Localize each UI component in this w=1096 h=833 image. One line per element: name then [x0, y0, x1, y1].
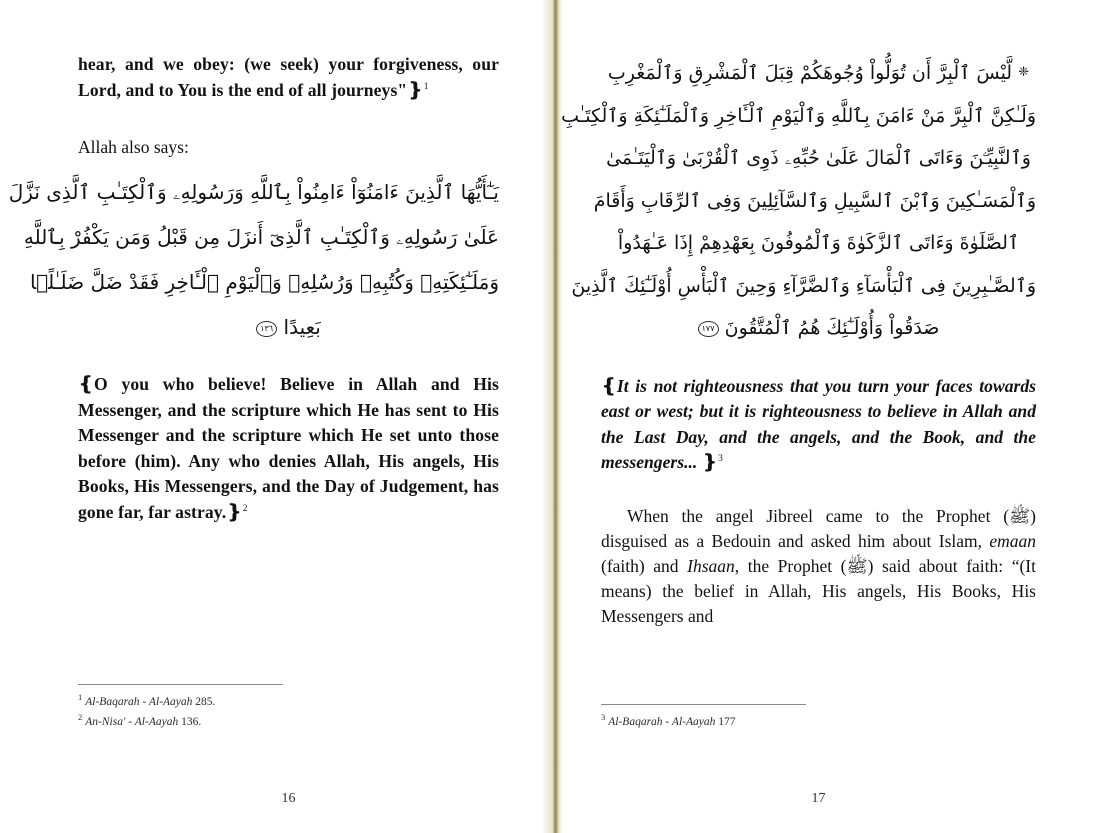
translation-block-an-nisa — [78, 372, 499, 525]
salla-glyph: ﷺ — [1009, 505, 1031, 526]
intro-line: Allah also says: — [78, 137, 189, 157]
book-gutter — [541, 0, 563, 833]
page-number-left: 16 — [281, 791, 296, 806]
prose-part-5: ) said about faith: “(It means) the belief in Allah, His angels, His Books, His Messengers and — [601, 555, 1036, 626]
rosette-icon: ❈ — [1018, 65, 1030, 80]
footnote-source: Al-Baqarah - Al-Aayah — [85, 695, 193, 708]
arabic-line-text: صَدَقُواْ وَأُوْلَـٰٓئِكَ هُمُ ٱلْمُتَّقُونَ — [724, 317, 940, 339]
footnote-locator: 136. — [181, 716, 202, 729]
right-page — [563, 0, 1096, 833]
quote-open-bracket: ❴ — [78, 374, 95, 395]
quote-close-bracket: ❵ — [701, 452, 718, 473]
arabic-line: يَـٰٓأَيُّهَا ٱلَّذِينَ ءَامَنُوٓاْ ءَامِنُواْ بِٱللَّهِ وَرَسُولِهِۦ وَٱلْكِتَـٰبِ ٱلَّذِى نَزَّلَ — [8, 180, 499, 204]
term-ihsaan: Ihsaan — [687, 555, 735, 576]
footnote-ref-3: 3 — [718, 454, 723, 465]
prose-part-1: When the angel Jibreel came to the Prophet ( — [627, 505, 1010, 526]
quote-open-bracket: ❴ — [601, 375, 617, 397]
arabic-line-first — [601, 52, 1036, 95]
page-number-right: 17 — [811, 791, 826, 806]
continued-quote-block — [78, 52, 499, 103]
arabic-line-text: لَّيْسَ ٱلْبِرَّ أَن تُوَلُّواْ وُجُوهَكُمْ قِبَلَ ٱلْمَشْرِقِ وَٱلْمَغْرِبِ — [607, 62, 1013, 84]
footnote-number: 3 — [601, 712, 606, 722]
footnote-item — [601, 710, 806, 730]
footnote-locator: 285. — [195, 695, 216, 708]
footnote-source: An-Nisa' - Al-Aayah — [85, 716, 179, 729]
arabic-line: وَٱلنَّبِيِّـۧنَ وَءَاتَى ٱلْمَالَ عَلَىٰ حُبِّهِۦ ذَوِى ٱلْقُرْبَىٰ وَٱلْيَتَـٰمَىٰ — [606, 147, 1031, 169]
quote-close-bracket: ❵ — [407, 79, 424, 101]
footnote-item — [78, 690, 283, 710]
footnote-ref-1: 1 — [423, 81, 429, 92]
arabic-line-final — [601, 307, 1036, 350]
left-footnotes — [78, 684, 283, 731]
right-footnotes — [601, 704, 806, 730]
footnote-item — [78, 710, 283, 730]
translation-text: It is not righteousness that you turn your faces towards east or west; but it is righteousness to believe in Allah and the Last Day, and the angels, and the Book, and the messengers... — [601, 375, 1036, 472]
quote-close-bracket: ❵ — [226, 501, 243, 523]
footnote-rule — [78, 684, 283, 685]
arabic-line: ٱلصَّلَوٰةَ وَءَاتَى ٱلزَّكَوٰةَ وَٱلْمُوفُونَ بِعَهْدِهِمْ إِذَا عَـٰهَدُواْ — [617, 232, 1020, 254]
footnote-source: Al-Baqarah - Al-Aayah — [608, 715, 716, 728]
footnote-rule — [601, 704, 806, 705]
arabic-verse-an-nisa — [8, 170, 499, 350]
footnote-number: 1 — [78, 692, 83, 702]
footnote-locator: 177 — [718, 715, 736, 728]
prose-part-4: , the Prophet ( — [734, 555, 847, 576]
arabic-verse-al-baqarah — [561, 52, 1036, 350]
arabic-line: وَٱلْمَسَـٰكِينَ وَٱبْنَ ٱلسَّبِيلِ وَٱلسَّآئِلِينَ وَفِى ٱلرِّقَابِ وَأَقَامَ — [593, 189, 1036, 212]
arabic-line: وَٱلصَّـٰبِرِينَ فِى ٱلْبَأْسَآءِ وَٱلضَّرَّآءِ وَحِينَ ٱلْبَأْسِ أُوْلَـٰٓئِكَ ٱلَّذِينَ — [571, 274, 1036, 297]
ayah-marker: ١٧٧ — [698, 321, 719, 337]
prose-paragraph — [601, 504, 1036, 629]
arabic-line-text: بَعِيدًا — [283, 315, 321, 339]
arabic-line: وَمَلَـٰٓئِكَتِهِۦ وَكُتُبِهِۦ وَرُسُلِهِۦ وَٱلْيَوْمِ ٱلْـَٔاخِرِ فَقَدْ ضَلَّ ضَلَـٰلًۢا — [29, 270, 499, 294]
ayah-marker: ١٣٦ — [256, 321, 277, 337]
arabic-line: وَلَـٰكِنَّ ٱلْبِرَّ مَنْ ءَامَنَ بِٱللَّهِ وَٱلْيَوْمِ ٱلْـَٔاخِرِ وَٱلْمَلَـٰٓئِكَةِ وَٱلْكِتَـٰبِ — [561, 104, 1036, 127]
arabic-line: عَلَىٰ رَسُولِهِۦ وَٱلْكِتَـٰبِ ٱلَّذِىٓ أَنزَلَ مِن قَبْلُ وَمَن يَكْفُرْ بِٱللَّهِ — [23, 225, 499, 249]
continued-quote-text: hear, and we obey: (we seek) your forgiveness, our Lord, and to You is the end of all journeys" — [78, 54, 499, 100]
salla-glyph: ﷺ — [846, 555, 868, 576]
term-emaan: emaan — [989, 530, 1036, 551]
translation-block-al-baqarah — [601, 374, 1036, 476]
prose-part-3: (faith) and — [601, 555, 688, 576]
prose-part-2: ) disguised as a Bedouin and asked him about Islam, — [601, 505, 1036, 551]
arabic-line-final — [78, 305, 499, 350]
left-page — [0, 0, 541, 833]
footnote-number: 2 — [78, 712, 83, 723]
translation-text: O you who believe! Believe in Allah and His Messenger, and the scripture which He has sent to His Messenger and the scripture which He set unto those before (him). Any who denies Allah, His angels, His Books, His Messengers, and the Day of Judgement, has gone far, far astray. — [78, 374, 499, 522]
footnote-ref-2: 2 — [242, 503, 248, 514]
